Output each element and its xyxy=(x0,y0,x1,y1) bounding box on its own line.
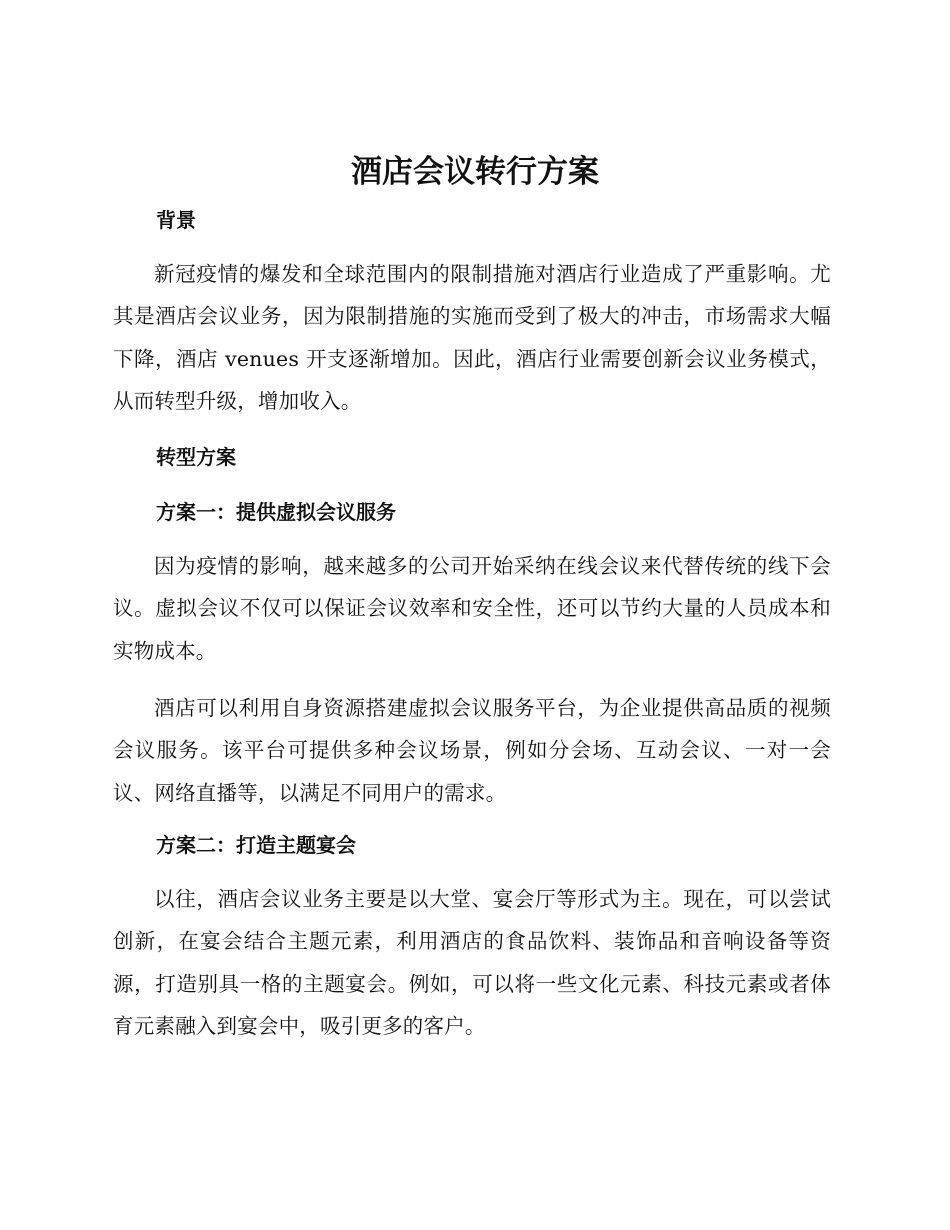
section-heading-background: 背景 xyxy=(156,208,196,232)
document-title: 酒店会议转行方案 xyxy=(351,154,599,190)
plan-one-paragraph-1: 因为疫情的影响，越来越多的公司开始采纳在线会议来代替传统的线下会议。虚拟会议不仅可以保证会议效率和安全性，还可以节约大量的人员成本和实物成本。 xyxy=(113,554,831,663)
section-heading-plan-two: 方案二：打造主题宴会 xyxy=(156,833,356,857)
section-heading-transformation-plan: 转型方案 xyxy=(156,445,236,469)
plan-one-paragraph-2: 酒店可以利用自身资源搭建虚拟会议服务平台，为企业提供高品质的视频会议服务。该平台可提供多种会议场景，例如分会场、互动会议、一对一会议、网络直播等，以满足不同用户的需求。 xyxy=(113,696,831,805)
background-paragraph: 新冠疫情的爆发和全球范围内的限制措施对酒店行业造成了严重影响。尤其是酒店会议业务，因为限制措施的实施而受到了极大的冲击，市场需求大幅下降，酒店 venues 开支逐渐增加。因此，酒店行业需要创新会议业务模式，从而转型升级，增加收入。 xyxy=(113,262,831,413)
section-heading-plan-one: 方案一：提供虚拟会议服务 xyxy=(156,500,396,524)
plan-two-paragraph: 以往，酒店会议业务主要是以大堂、宴会厅等形式为主。现在，可以尝试创新，在宴会结合主题元素，利用酒店的食品饮料、装饰品和音响设备等资源，打造别具一格的主题宴会。例如，可以将一些文化元素、科技元素或者体育元素融入到宴会中，吸引更多的客户。 xyxy=(113,887,831,1038)
